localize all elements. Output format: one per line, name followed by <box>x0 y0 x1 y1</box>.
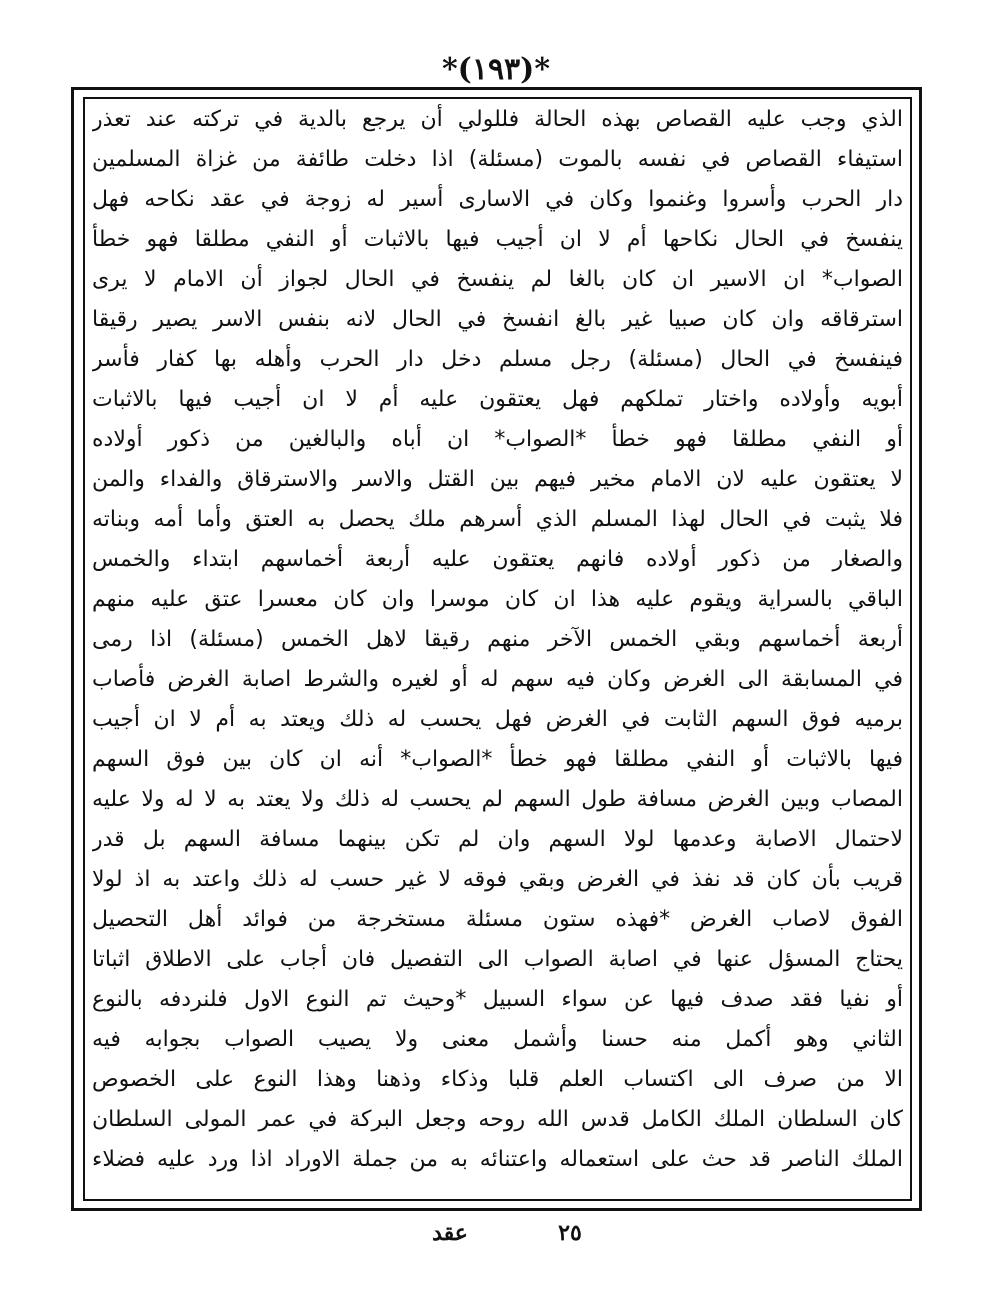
text-line-1: الذي وجب عليه القصاص بهذه الحالة فللولي أن يرجع بالدية في تركته عند تعذر <box>92 107 903 132</box>
text-line-16: برميه فوق السهم الثابت في الغرض فهل يحسب له ذلك ويعتد به أم لا ان أجيب <box>92 707 903 732</box>
text-line-5: الصواب* ان الاسير ان كان بالغا لم ينفسخ في الحال لجواز أن الامام لا يرى <box>92 267 903 292</box>
text-line-21: الفوق لاصاب الغرض *فهذه ستون مسئلة مستخرجة من فوائد أهل التحصيل <box>92 907 903 932</box>
text-line-26: كان السلطان الملك الكامل قدس الله روحه وجعل البركة في عمر المولى السلطان <box>92 1107 903 1132</box>
text-line-4: ينفسخ في الحال نكاحها أم لا ان أجيب فيها بالاثبات أو النفي مطلقا فهو خطأ <box>92 227 903 252</box>
text-line-3: دار الحرب وأسروا وغنموا وكان في الاسارى أسير له زوجة في عقد نكاحه فهل <box>92 187 903 212</box>
signature-word: عقد <box>432 1220 468 1246</box>
body-text <box>92 100 903 1180</box>
text-line-27: الملك الناصر قد حث على استعماله واعتنائه به من جملة الاوراد اذا ورد عليه فضلاء <box>92 1147 903 1172</box>
text-line-18: المصاب وبين الغرض مسافة طول السهم لم يحسب له ذلك ولا يعتد به لا له ولا عليه <box>92 787 903 812</box>
signature-number: ٢٥ <box>558 1220 582 1246</box>
text-line-9: أو النفي مطلقا فهو خطأ *الصواب* ان أباه والبالغين من ذكور أولاده <box>92 427 903 452</box>
text-line-22: يحتاج المسؤل عنها في اصابة الصواب الى التفصيل فان أجاب على الاطلاق اثباتا <box>92 947 903 972</box>
text-line-17: فيها بالاثبات أو النفي مطلقا فهو خطأ *الصواب* أنه ان كان بين فوق السهم <box>92 747 903 772</box>
text-line-15: في المسابقة الى الغرض وكان فيه سهم له أو لغيره والشرط اصابة الغرض فأصاب <box>92 667 903 692</box>
text-line-7: فينفسخ في الحال (مسئلة) رجل مسلم دخل دار الحرب وأهله بها كفار فأسر <box>92 347 903 372</box>
text-line-25: الا من صرف الى اكتساب العلم قلبا وذكاء وذهنا وهذا النوع على الخصوص <box>92 1067 903 1092</box>
page-footer <box>0 1218 992 1248</box>
text-line-11: فلا يثبت في الحال لهذا المسلم الذي أسرهم ملك يحصل به العتق وأما أمه وبناته <box>92 507 903 532</box>
text-line-14: أربعة أخماسهم وبقي الخمس الآخر منهم رقيقا لاهل الخمس (مسئلة) اذا رمى <box>92 627 903 652</box>
text-line-23: أو نفيا فقد صدف فيها عن سواء السبيل *وحيث تم النوع الاول فلنردفه بالنوع <box>92 987 903 1012</box>
text-line-12: والصغار من ذكور أولاده فانهم يعتقون عليه أربعة أخماسهم ابتداء والخمس <box>92 547 903 572</box>
text-line-20: قريب بأن كان قد نفذ في الغرض وبقي فوقه لا غير حسب له ذلك واعتد به اذ لولا <box>92 867 903 892</box>
page-number: *(١٩٣)* <box>441 52 551 87</box>
text-line-19: لاحتمال الاصابة وعدمها لولا السهم وان لم تكن بينهما مسافة السهم بل قدر <box>92 827 903 852</box>
text-line-6: استرقاقه وان كان صبيا غير بالغ انفسخ في الحال لانه بنفس الاسر يصير رقيقا <box>92 307 903 332</box>
text-line-8: أبويه وأولاده واختار تملكهم فهل يعتقون عليه أم لا ان أجيب فيها بالاثبات <box>92 387 903 412</box>
text-line-24: الثاني وهو أكمل منه حسنا وأشمل معنى ولا يصيب الصواب بجوابه فيه <box>92 1027 903 1052</box>
text-line-2: استيفاء القصاص في نفسه بالموت (مسئلة) اذا دخلت طائفة من غزاة المسلمين <box>92 147 903 172</box>
text-line-13: الباقي بالسراية ويقوم عليه هذا ان كان موسرا وان كان معسرا عتق عليه منهم <box>92 587 903 612</box>
text-line-10: لا يعتقون عليه لان الامام مخير فيهم بين القتل والاسر والاسترقاق والفداء والمن <box>92 467 903 492</box>
